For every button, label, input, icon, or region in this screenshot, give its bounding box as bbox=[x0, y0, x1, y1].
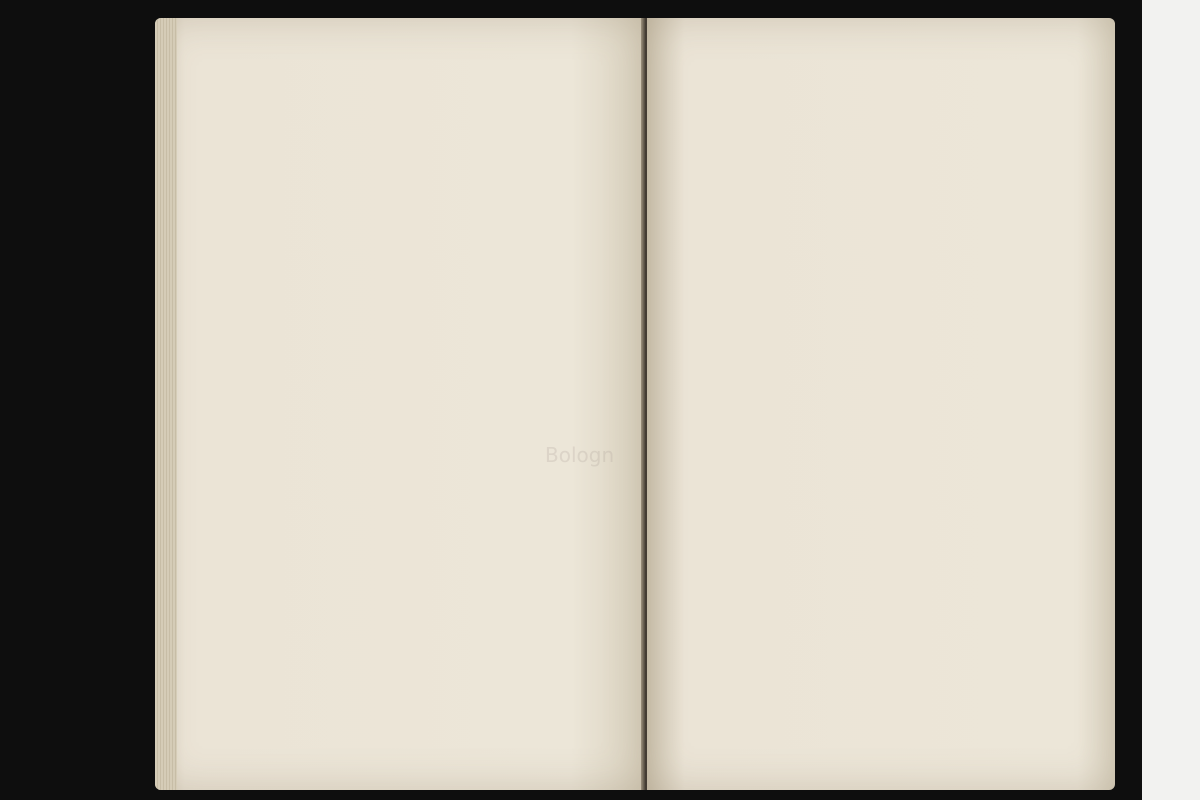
page-edges bbox=[155, 18, 177, 790]
measurement-ruler bbox=[1142, 0, 1200, 800]
book-spread bbox=[155, 18, 1115, 790]
right-page bbox=[647, 18, 1115, 790]
library-watermark: Bologn bbox=[545, 443, 615, 467]
left-page bbox=[155, 18, 645, 790]
